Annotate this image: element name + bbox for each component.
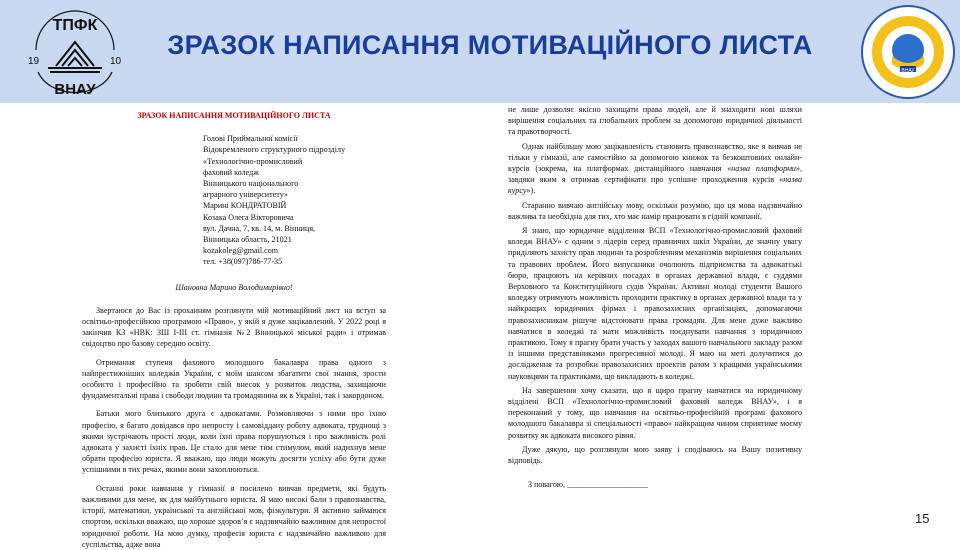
paragraph: На завершення хочу сказати, що я щиро прагну навчатися на юридичному відділені ВСП «Технологічно-промисловий фаховий коледж ВНАУ», і я переконаний у тому, що навчання на освітньо-професійній програмі фахового молодшого бакалавра зі спеціальності «право» найкращим чином сприятиме моєму розвитку як адвоката високого рівня. xyxy=(508,385,802,440)
address-line: Козака Олега Вікторовича xyxy=(203,212,294,222)
svg-text:ТПФК: ТПФК xyxy=(52,17,98,34)
page-number: 15 xyxy=(915,511,930,526)
paragraph: Я знаю, що юридичне відділення ВСП «Технологічно-промисловий фаховий коледж ВНАУ» є одним з лідерів серед правничих шкіл України, де значну увагу приділяють захисту прав людини та розробленням механізмів вирішення соціальних та правових проблем. Його випускники очолюють підприємства та адвокатські бюро, працюють на керівних посадах в органах державної влади, є суддями Верховного та Конституційного судів України. Активні молоді студенти Вашого коледжу отримують можливість проходити практику в органах державної влади та у найкращих юридичних фірмах і правозахисних організаціях, допомагаючи правозахисникам рішуче відстоювати права громадян. Для мене дуже важливо навчатися в коледжі та мати можливість поєднувати навчання з юридичною практикою. Тому я прагну брати участь у заходах вашого навчального закладу разом із іншими представниками прогресивної молоді. Я маю на меті долучитися до дослідження та розробки правозахисних проектів разом з кращими українськими науковцями та практиками, що викладають в коледжі. xyxy=(508,226,802,381)
address-line: Марині КОНДРАТОВІЙ xyxy=(203,201,287,211)
header-bar xyxy=(0,0,960,103)
paragraph: не лише дозволяє якісно захищати права людей, але й знаходити нові шляхи вирішення соціальних та глобальних проблем за допомогою юридичної діяльності та правотворчості. xyxy=(508,105,802,137)
address-line: «Технологічно-промисловий xyxy=(203,156,303,166)
paragraph: Отримання ступеня фахового молодшого бакалавра права одного з найпрестижніших коледжів України, є моїм шансом збагатити свої знання, зрости особисто і професійно та зробити свій внесок у розвиток людства, захищаючи фундаментальні права і свободи людини та громадянина як в Україні, так і закордоном. xyxy=(82,357,386,401)
svg-text:19: 19 xyxy=(28,56,40,67)
svg-text:ВНАУ: ВНАУ xyxy=(901,68,915,74)
address-line: Вінницького національного xyxy=(203,179,299,189)
letter-page-2 xyxy=(508,104,802,536)
address-line: kozakoleg@gmail.com xyxy=(203,246,279,256)
address-line: Вінницька область, 21021 xyxy=(203,235,292,245)
address-block xyxy=(203,133,386,267)
tpfk-logo xyxy=(14,6,136,100)
address-line: аграрного університету» xyxy=(203,190,288,200)
slide-title: ЗРАЗОК НАПИСАННЯ МОТИВАЦІЙНОГО ЛИСТА xyxy=(167,30,813,60)
salutation: Шановна Марино Володимирівно! xyxy=(175,282,293,292)
paragraph: Дуже дякую, що розглянули мою заяву і сподіваюсь на Вашу позитивну відповідь. xyxy=(508,444,802,466)
address-line: фаховий коледж xyxy=(203,167,259,177)
address-line: вул. Дачна, 7, кв. 14, м. Вінниця, xyxy=(203,223,316,233)
letter-page-1 xyxy=(82,104,386,549)
svg-text:10: 10 xyxy=(110,56,122,67)
svg-text:ВНАУ: ВНАУ xyxy=(54,81,96,98)
vnau-emblem xyxy=(860,4,956,100)
paragraph: Останні роки навчання у гімназії я посилено вивчав предмети, які будуть важливими для мене, як для майбутнього юриста. Я маю високі бали з правознавства, історії, математики, української та англійської мов, фізкультури. Я активно займаюся спортом, оскільки вважаю, що хороше здоров’я є надзвичайно важливим для непростої юридичної роботи. На мою думку, професія юриста є надзвичайно важливою для суспільства, адже вона xyxy=(82,483,386,549)
paragraph: Батьки мого близького друга є адвокатами. Розмовляючи з ними про їхню професію, я багато довідався про непросту і самовіддану роботу адвоката, труднощі з якими зустрічають прості люди, коли їхні права порушуються і про важливість ролі адвоката у захисті їхніх прав. Це стало для мене тим стимулом, який надихнув мене обрати професію юриста. Я вважаю, що люди можуть досягти успіху або бути дуже успішними в тих речах, якими вони захоплюються. xyxy=(82,409,386,475)
letter-title: ЗРАЗОК НАПИСАННЯ МОТИВАЦІЙНОГО ЛИСТА xyxy=(137,111,331,120)
paragraph: Старанно вивчаю англійську мову, оскільки розумію, що ця мова надзвичайно важлива та необхідна для тих, хто має намір працювати в гідній компанії. xyxy=(508,200,802,221)
paragraph: Однак найбільшу мою зацікавленість становить правознавство, яке я вивчав не тільки у гімназії, але самостійно за допомогою книжок та безкоштовних онлайн-курсів (зокрема, на платформах дистанційного навчання «назва платформи», завдяки яким я отримав сертифікати про успішне проходження курсів «назва курсу»). xyxy=(508,141,802,196)
address-line: тел. +38(097)786-77-35 xyxy=(203,257,283,267)
signature-line: З повагою, ____________________ xyxy=(528,480,648,490)
address-line: Голові Приймальної комісії xyxy=(203,134,298,144)
address-line: Відокремленого структурного підрозділу xyxy=(203,145,346,155)
paragraph: Звертаюся до Вас із проханням розглянути мій мотиваційний лист на вступ за освітньо-професійною програмою «Право», у якій я дуже зацікавлений. У 2022 році я закінчив КЗ «НВК: ЗШ І-ІІІ ст. гімназія №2 Вінницької міської ради» і отримав свідоцтво про базову середню освіту. xyxy=(82,305,386,349)
